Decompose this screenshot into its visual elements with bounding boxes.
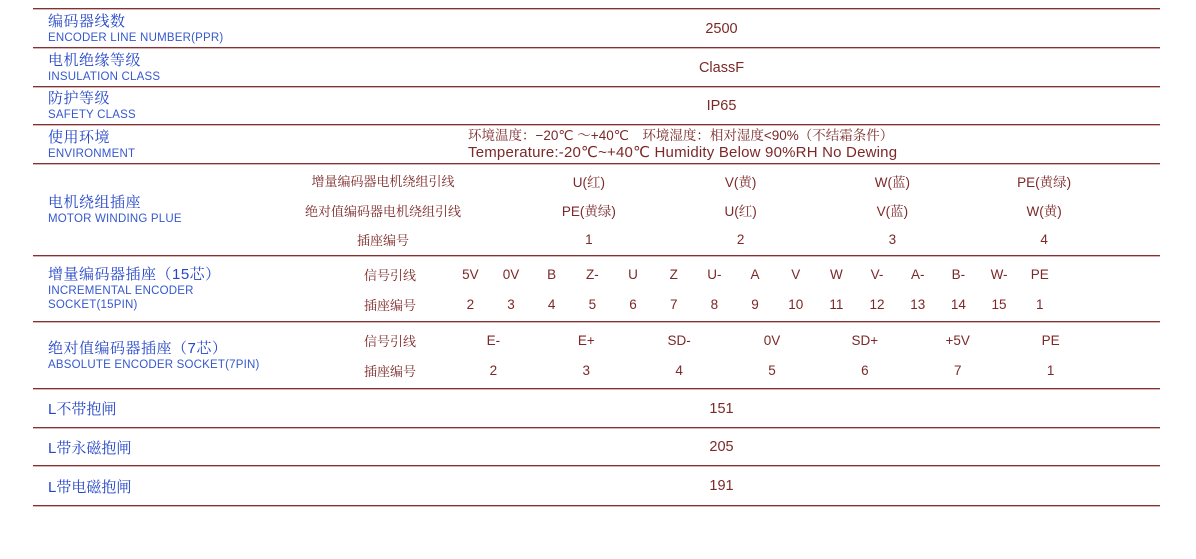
row-label-zh: 增量编码器插座（15芯）: [48, 266, 221, 283]
signal-cell: U: [628, 266, 638, 282]
pin-cell: 2: [489, 363, 498, 379]
pin-cell: 4: [675, 363, 683, 379]
signal-cell: Z: [669, 266, 678, 282]
row-label-en: ENCODER LINE NUMBER(PPR): [48, 31, 224, 44]
row-value: 191: [709, 478, 734, 494]
winding-cell: 1: [585, 232, 593, 247]
row-label-en: SOCKET(15PIN): [48, 299, 138, 311]
signal-row-label: 信号引线: [363, 333, 416, 349]
winding-cell: 3: [888, 232, 897, 247]
pin-cell: 11: [829, 296, 844, 312]
row-value: ClassF: [698, 59, 745, 76]
signal-row-label: 信号引线: [363, 267, 416, 283]
pin-cell: 4: [547, 296, 556, 312]
pin-cell: 6: [861, 363, 869, 379]
row-label: [33, 266, 283, 312]
winding-row-absolute: [283, 196, 1160, 224]
row-l-pm-brake: [33, 429, 1160, 465]
environment-line-en: Temperature:-20℃~+40℃ Humidity Below 90%RH No Dewing: [468, 144, 898, 161]
spec-table: [33, 8, 1160, 507]
row-value: 205: [709, 439, 734, 455]
signal-cell: V-: [870, 266, 884, 282]
row-encoder-line-number: [33, 10, 1160, 47]
environment-values: [283, 127, 1160, 162]
winding-cells: [483, 171, 1160, 191]
pin-cell: 7: [953, 363, 962, 379]
row-label-zh: 防护等级: [48, 90, 111, 107]
signal-cell: B-: [951, 266, 966, 282]
pin-cell: 5: [768, 363, 776, 379]
winding-cells: [483, 232, 1160, 247]
absolute-subrows: [283, 323, 1160, 388]
incremental-signal-row: [283, 261, 1160, 287]
row-label: [33, 194, 283, 226]
row-label: [33, 90, 283, 122]
signal-cell: Z-: [585, 266, 599, 282]
pin-cell: 14: [950, 296, 966, 312]
row-label-en: ABSOLUTE ENCODER SOCKET(7PIN): [48, 358, 260, 371]
pin-row-label: 插座编号: [363, 297, 416, 313]
signal-cell: U-: [707, 266, 722, 282]
row-label-zh: 电机绕组插座: [48, 194, 142, 211]
signal-cell: A: [750, 266, 760, 282]
pin-cell: 10: [788, 296, 804, 312]
pin-cell: 7: [669, 296, 678, 312]
winding-row-label: 插座编号: [356, 233, 409, 248]
pin-cell: 8: [710, 296, 719, 312]
incremental-subrows: [283, 257, 1160, 321]
winding-row-label: 增量编码器电机绕组引线: [311, 174, 455, 189]
row-label-zh: L带电磁抱闸: [48, 478, 132, 496]
winding-cell: V(黄): [724, 174, 757, 190]
row-insulation-class: [33, 49, 1160, 86]
row-label-zh: L带永磁抱闸: [48, 439, 132, 457]
signal-cell: PE: [1030, 266, 1049, 282]
row-label: [33, 340, 283, 372]
winding-cell: U(红): [572, 174, 605, 190]
row-label: [33, 13, 283, 45]
winding-row-label: 绝对值编码器电机绕组引线: [304, 203, 461, 219]
pin-cell: 1: [1035, 296, 1044, 312]
signal-cell: +5V: [945, 332, 970, 348]
signal-cell: W-: [990, 266, 1008, 282]
row-label: [33, 476, 283, 497]
row-safety-class: [33, 88, 1160, 124]
winding-cell: PE(黄绿): [561, 204, 616, 219]
winding-cell: PE(黄绿): [1017, 174, 1072, 190]
pin-cell: 2: [466, 296, 475, 312]
row-environment: [33, 126, 1160, 163]
winding-cell: 4: [1040, 232, 1048, 247]
winding-cell: V(蓝): [876, 204, 909, 219]
pin-cell: 6: [629, 296, 637, 312]
row-label: [33, 52, 283, 84]
winding-row-pin-number: [283, 226, 1160, 254]
row-incremental-encoder-socket: [33, 257, 1160, 321]
winding-cells: [483, 200, 1160, 220]
pin-cell: 15: [991, 296, 1007, 312]
signal-cell: SD+: [851, 332, 879, 348]
row-label: [33, 129, 283, 161]
winding-cell: 2: [736, 232, 745, 247]
row-label: [33, 398, 283, 419]
row-label-zh: 编码器线数: [48, 12, 126, 30]
incremental-pin-row: [283, 291, 1160, 317]
row-label: [33, 437, 283, 458]
row-l-em-brake: [33, 467, 1160, 505]
row-value: 2500: [705, 20, 738, 37]
signal-cell: B: [547, 266, 557, 282]
row-label-zh: L不带抱闸: [48, 401, 117, 418]
incremental-signals: [450, 267, 1060, 282]
absolute-signal-row: [283, 327, 1160, 353]
row-motor-winding-plug: [33, 165, 1160, 255]
signal-cell: 0V: [763, 332, 781, 348]
pin-cell: 3: [507, 296, 515, 312]
winding-row-incremental: [283, 167, 1160, 195]
absolute-signals: [447, 333, 1097, 348]
pin-cell: 5: [588, 296, 597, 312]
environment-line-zh: 环境温度：−20℃ ～+40℃ 环境湿度：相对湿度<90%（不结霜条件）: [468, 128, 894, 143]
winding-cell: U(红): [724, 204, 757, 219]
row-label-en: INCREMENTAL ENCODER: [48, 285, 194, 297]
row-label-en: SAFETY CLASS: [48, 109, 136, 121]
absolute-pin-row: [283, 358, 1160, 384]
signal-cell: W: [830, 266, 843, 282]
row-value: 151: [709, 400, 734, 417]
row-l-no-brake: [33, 390, 1160, 427]
signal-cell: SD-: [667, 332, 691, 348]
row-value: IP65: [706, 98, 737, 114]
row-label-zh: 电机绝缘等级: [48, 51, 142, 69]
row-label-en: MOTOR WINDING PLUE: [48, 213, 182, 225]
pin-cell: 12: [869, 296, 885, 312]
signal-cell: 0V: [502, 266, 520, 282]
signal-cell: PE: [1041, 332, 1060, 348]
pin-cell: 1: [1046, 363, 1055, 379]
divider: [33, 505, 1160, 507]
signal-cell: V: [791, 266, 801, 282]
absolute-pins: [447, 363, 1097, 378]
pin-row-label: 插座编号: [363, 364, 416, 380]
winding-subrows: [283, 165, 1160, 255]
row-label-zh: 使用环境: [48, 128, 111, 146]
signal-cell: E-: [486, 332, 501, 348]
row-absolute-encoder-socket: [33, 323, 1160, 388]
winding-cell: W(黄): [1026, 204, 1062, 219]
signal-cell: A-: [910, 266, 925, 282]
row-label-en: INSULATION CLASS: [48, 70, 161, 83]
signal-cell: 5V: [462, 266, 479, 282]
pin-cell: 9: [751, 296, 759, 312]
row-label-en: ENVIRONMENT: [48, 147, 136, 160]
incremental-pins: [450, 297, 1060, 312]
pin-cell: 3: [582, 363, 591, 379]
signal-cell: E+: [577, 332, 595, 348]
row-label-zh: 绝对值编码器插座（7芯）: [48, 339, 228, 357]
winding-cell: W(蓝): [874, 174, 910, 190]
pin-cell: 13: [910, 296, 926, 312]
